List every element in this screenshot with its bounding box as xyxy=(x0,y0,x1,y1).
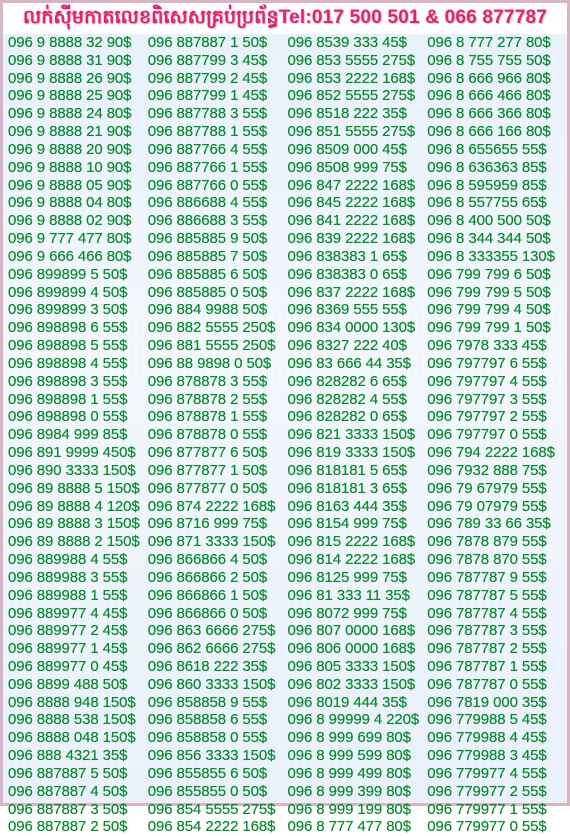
number-entry: 096 884 9988 50$ xyxy=(147,301,268,319)
number-entry: 096 853 5555 275$ xyxy=(287,51,416,69)
number-entry: 096 787787 2 55$ xyxy=(427,640,547,658)
number-entry: 096 887887 4 50$ xyxy=(8,782,128,800)
number-entry: 096 885885 9 50$ xyxy=(147,230,268,248)
number-entry: 096 8539 333 45$ xyxy=(287,34,407,51)
number-entry: 096 9 8888 04 80$ xyxy=(8,194,132,212)
number-entry: 096 839 2222 168$ xyxy=(287,230,416,248)
number-entry: 096 8 636363 85$ xyxy=(427,158,547,176)
number-entry: 096 877877 1 50$ xyxy=(147,461,268,479)
number-entry: 096 797797 0 55$ xyxy=(427,426,547,444)
number-entry: 096 8125 999 75$ xyxy=(287,568,407,586)
number-entry: 096 81 333 11 35$ xyxy=(287,586,410,604)
number-entry: 096 9 8888 21 90$ xyxy=(8,123,132,141)
number-entry: 096 7878 879 55$ xyxy=(427,533,547,551)
number-entry: 096 889977 1 45$ xyxy=(8,640,128,658)
number-entry: 096 877877 0 50$ xyxy=(147,479,268,497)
number-entry: 096 889988 4 55$ xyxy=(8,551,128,569)
number-entry: 096 866866 0 50$ xyxy=(147,604,268,622)
number-entry: 096 89 8888 4 120$ xyxy=(8,497,140,515)
number-entry: 096 828282 4 55$ xyxy=(287,390,407,408)
number-entry: 096 886688 4 55$ xyxy=(147,194,268,212)
number-entry: 096 7819 000 35$ xyxy=(427,693,547,711)
number-entry: 096 818181 3 65$ xyxy=(287,479,407,497)
number-entry: 096 779977 1 55$ xyxy=(427,800,547,818)
number-entry: 096 8618 222 35$ xyxy=(147,657,268,675)
number-entry: 096 9 8888 05 90$ xyxy=(8,176,132,194)
number-entry: 096 887788 3 55$ xyxy=(147,105,268,123)
number-entry: 096 8984 999 85$ xyxy=(8,426,128,444)
number-entry: 096 9 8888 10 90$ xyxy=(8,158,132,176)
number-entry: 096 887799 3 45$ xyxy=(147,51,268,69)
number-entry: 096 881 5555 250$ xyxy=(147,337,276,355)
number-entry: 096 9 777 477 80$ xyxy=(8,230,132,248)
number-entry: 096 7932 888 75$ xyxy=(427,461,547,479)
number-entry: 096 854 5555 275$ xyxy=(147,800,276,818)
column-4 xyxy=(427,34,567,836)
number-entry: 096 889977 2 45$ xyxy=(8,622,128,640)
number-entry: 096 858858 6 55$ xyxy=(147,711,268,729)
number-entry: 096 834 0000 130$ xyxy=(287,319,416,337)
number-entry: 096 877877 6 50$ xyxy=(147,444,268,462)
number-entry: 096 8 999 399 80$ xyxy=(287,782,411,800)
number-entry: 096 887788 1 55$ xyxy=(147,123,268,141)
number-entry: 096 797797 6 55$ xyxy=(427,354,547,372)
number-entry: 096 866866 1 50$ xyxy=(147,586,268,604)
number-entry: 096 8 344 344 50$ xyxy=(427,230,551,248)
number-entry: 096 898898 6 55$ xyxy=(8,319,128,337)
number-entry: 096 799 799 4 50$ xyxy=(427,301,551,319)
number-entry: 096 819 3333 150$ xyxy=(287,444,416,462)
number-entry: 096 797797 3 55$ xyxy=(427,390,547,408)
number-entry: 096 8 777 477 80$ xyxy=(287,818,411,836)
number-entry: 096 79 67979 55$ xyxy=(427,479,547,497)
number-entry: 096 779977 0 55$ xyxy=(427,818,547,836)
number-entry: 096 858858 0 55$ xyxy=(147,729,268,747)
number-entry: 096 882 5555 250$ xyxy=(147,319,276,337)
number-entry: 096 8508 999 75$ xyxy=(287,158,407,176)
number-entry: 096 899899 5 50$ xyxy=(8,265,128,283)
number-entry: 096 863 6666 275$ xyxy=(147,622,276,640)
number-entry: 096 862 6666 275$ xyxy=(147,640,276,658)
number-entry: 096 8 999 699 80$ xyxy=(287,729,411,747)
number-entry: 096 83 666 44 35$ xyxy=(287,354,411,372)
number-entry: 096 828282 6 65$ xyxy=(287,372,407,390)
number-entry: 096 891 9999 450$ xyxy=(8,444,136,462)
number-entry: 096 9 8888 25 90$ xyxy=(8,87,132,105)
number-entry: 096 8 400 500 50$ xyxy=(427,212,551,230)
number-entry: 096 8 333355 130$ xyxy=(427,247,555,265)
number-entry: 096 8 557755 65$ xyxy=(427,194,547,212)
number-entry: 096 8163 444 35$ xyxy=(287,497,407,515)
number-entry: 096 8 666 466 80$ xyxy=(427,87,551,105)
number-entry: 096 802 3333 150$ xyxy=(287,675,416,693)
number-entry: 096 797797 2 55$ xyxy=(427,408,547,426)
number-entry: 096 79 07979 55$ xyxy=(427,497,547,515)
number-entry: 096 887887 5 50$ xyxy=(8,764,128,782)
number-entry: 096 8 666 366 80$ xyxy=(427,105,551,123)
number-entry: 096 8327 222 40$ xyxy=(287,337,407,355)
number-entry: 096 9 8888 32 90$ xyxy=(8,34,132,51)
number-entry: 096 818181 5 65$ xyxy=(287,461,407,479)
number-entry: 096 886688 3 55$ xyxy=(147,212,268,230)
number-entry: 096 787787 5 55$ xyxy=(427,586,547,604)
number-entry: 096 8899 488 50$ xyxy=(8,675,128,693)
number-entry: 096 821 3333 150$ xyxy=(287,426,416,444)
number-entry: 096 8 999 599 80$ xyxy=(287,747,411,765)
number-entry: 096 8019 444 35$ xyxy=(287,693,407,711)
number-entry: 096 889988 1 55$ xyxy=(8,586,128,604)
number-entry: 096 838383 0 65$ xyxy=(287,265,407,283)
number-entry: 096 7978 333 45$ xyxy=(427,337,547,355)
number-entry: 096 855855 0 50$ xyxy=(147,782,268,800)
number-entry: 096 779988 5 45$ xyxy=(427,711,547,729)
number-entry: 096 806 0000 168$ xyxy=(287,640,416,658)
number-entry: 096 8 595959 85$ xyxy=(427,176,547,194)
number-entry: 096 89 8888 3 150$ xyxy=(8,515,140,533)
number-entry: 096 899899 3 50$ xyxy=(8,301,128,319)
number-entry: 096 8888 538 150$ xyxy=(8,711,136,729)
number-entry: 096 787787 9 55$ xyxy=(427,568,547,586)
number-entry: 096 878878 3 55$ xyxy=(147,372,268,390)
number-entry: 096 779988 4 45$ xyxy=(427,729,547,747)
number-entry: 096 815 2222 168$ xyxy=(287,533,416,551)
number-entry: 096 8 666 166 80$ xyxy=(427,123,551,141)
number-entry: 096 887766 1 55$ xyxy=(147,158,268,176)
number-entry: 096 8518 222 35$ xyxy=(287,105,407,123)
number-entry: 096 899899 4 50$ xyxy=(8,283,128,301)
number-entry: 096 8 999 199 80$ xyxy=(287,800,411,818)
number-entry: 096 878878 1 55$ xyxy=(147,408,268,426)
number-entry: 096 890 3333 150$ xyxy=(8,461,136,479)
number-entry: 096 860 3333 150$ xyxy=(147,675,276,693)
number-entry: 096 887799 1 45$ xyxy=(147,87,268,105)
number-entry: 096 885885 0 50$ xyxy=(147,283,268,301)
number-entry: 096 838383 1 65$ xyxy=(287,247,407,265)
number-entry: 096 8154 999 75$ xyxy=(287,515,407,533)
number-entry: 096 871 3333 150$ xyxy=(147,533,276,551)
number-grid xyxy=(3,34,567,836)
number-entry: 096 885885 6 50$ xyxy=(147,265,268,283)
number-entry: 096 799 799 1 50$ xyxy=(427,319,551,337)
number-entry: 096 8072 999 75$ xyxy=(287,604,407,622)
number-entry: 096 845 2222 168$ xyxy=(287,194,416,212)
number-entry: 096 888 4321 35$ xyxy=(8,747,128,765)
number-entry: 096 898898 4 55$ xyxy=(8,354,128,372)
number-entry: 096 794 2222 168$ xyxy=(427,444,555,462)
number-entry: 096 779977 4 55$ xyxy=(427,764,547,782)
number-entry: 096 889977 0 45$ xyxy=(8,657,128,675)
number-entry: 096 887887 2 50$ xyxy=(8,818,128,836)
number-entry: 096 887887 3 50$ xyxy=(8,800,128,818)
number-entry: 096 8 755 755 50$ xyxy=(427,51,551,69)
number-entry: 096 8 655655 55$ xyxy=(427,140,547,158)
number-entry: 096 898898 5 55$ xyxy=(8,337,128,355)
number-entry: 096 866866 2 50$ xyxy=(147,568,268,586)
number-entry: 096 8509 000 45$ xyxy=(287,140,407,158)
number-entry: 096 9 8888 20 90$ xyxy=(8,140,132,158)
number-entry: 096 8 777 277 80$ xyxy=(427,34,551,51)
number-entry: 096 887887 1 50$ xyxy=(147,34,268,51)
number-entry: 096 88 9898 0 50$ xyxy=(147,354,272,372)
number-entry: 096 856 3333 150$ xyxy=(147,747,276,765)
number-entry: 096 89 8888 2 150$ xyxy=(8,533,140,551)
number-entry: 096 874 2222 168$ xyxy=(147,497,276,515)
number-entry: 096 7878 870 55$ xyxy=(427,551,547,569)
number-entry: 096 887766 0 55$ xyxy=(147,176,268,194)
header-title: លក់ស៊ីមកាតលេខពិសេសគ្រប់ប្រព័ន្ធTel:017 500 501 & 066 877787 xyxy=(22,6,548,28)
number-entry: 096 779988 3 45$ xyxy=(427,747,547,765)
number-entry: 096 787787 0 55$ xyxy=(427,675,547,693)
number-entry: 096 8 999 499 80$ xyxy=(287,764,411,782)
number-entry: 096 805 3333 150$ xyxy=(287,657,416,675)
number-entry: 096 851 5555 275$ xyxy=(287,123,416,141)
number-entry: 096 887766 4 55$ xyxy=(147,140,268,158)
number-entry: 096 9 8888 02 90$ xyxy=(8,212,132,230)
header-banner xyxy=(3,3,567,34)
number-entry: 096 9 8888 26 90$ xyxy=(8,69,132,87)
number-entry: 096 799 799 6 50$ xyxy=(427,265,551,283)
number-entry: 096 779977 2 55$ xyxy=(427,782,547,800)
number-entry: 096 787787 4 55$ xyxy=(427,604,547,622)
number-entry: 096 855855 6 50$ xyxy=(147,764,268,782)
number-entry: 096 852 5555 275$ xyxy=(287,87,416,105)
number-entry: 096 8 666 966 80$ xyxy=(427,69,551,87)
number-entry: 096 787787 1 55$ xyxy=(427,657,547,675)
number-entry: 096 814 2222 168$ xyxy=(287,551,416,569)
number-entry: 096 9 666 466 80$ xyxy=(8,247,132,265)
number-entry: 096 8 99999 4 220$ xyxy=(287,711,420,729)
number-entry: 096 9 8888 31 90$ xyxy=(8,51,132,69)
column-3 xyxy=(287,34,428,836)
number-entry: 096 807 0000 168$ xyxy=(287,622,416,640)
number-entry: 096 887799 2 45$ xyxy=(147,69,268,87)
number-entry: 096 853 2222 168$ xyxy=(287,69,416,87)
number-entry: 096 837 2222 168$ xyxy=(287,283,416,301)
number-entry: 096 866866 4 50$ xyxy=(147,551,268,569)
number-entry: 096 787787 3 55$ xyxy=(427,622,547,640)
number-entry: 096 878878 2 55$ xyxy=(147,390,268,408)
number-entry: 096 89 8888 5 150$ xyxy=(8,479,140,497)
number-entry: 096 828282 0 65$ xyxy=(287,408,407,426)
number-entry: 096 8888 948 150$ xyxy=(8,693,136,711)
number-entry: 096 799 799 5 50$ xyxy=(427,283,551,301)
number-entry: 096 8888 048 150$ xyxy=(8,729,136,747)
column-2 xyxy=(147,34,288,836)
number-entry: 096 889988 3 55$ xyxy=(8,568,128,586)
number-entry: 096 889977 4 45$ xyxy=(8,604,128,622)
number-entry: 096 858858 9 55$ xyxy=(147,693,268,711)
number-entry: 096 847 2222 168$ xyxy=(287,176,416,194)
number-entry: 096 898898 1 55$ xyxy=(8,390,128,408)
number-entry: 096 885885 7 50$ xyxy=(147,247,268,265)
number-entry: 096 898898 3 55$ xyxy=(8,372,128,390)
number-entry: 096 789 33 66 35$ xyxy=(427,515,551,533)
number-entry: 096 898898 0 55$ xyxy=(8,408,128,426)
number-entry: 096 8716 999 75$ xyxy=(147,515,268,533)
number-entry: 096 797797 4 55$ xyxy=(427,372,547,390)
number-entry: 096 854 2222 168$ xyxy=(147,818,276,836)
number-entry: 096 8369 555 55$ xyxy=(287,301,407,319)
column-1 xyxy=(8,34,148,836)
number-entry: 096 878878 0 55$ xyxy=(147,426,268,444)
number-entry: 096 841 2222 168$ xyxy=(287,212,416,230)
number-entry: 096 9 8888 24 80$ xyxy=(8,105,132,123)
